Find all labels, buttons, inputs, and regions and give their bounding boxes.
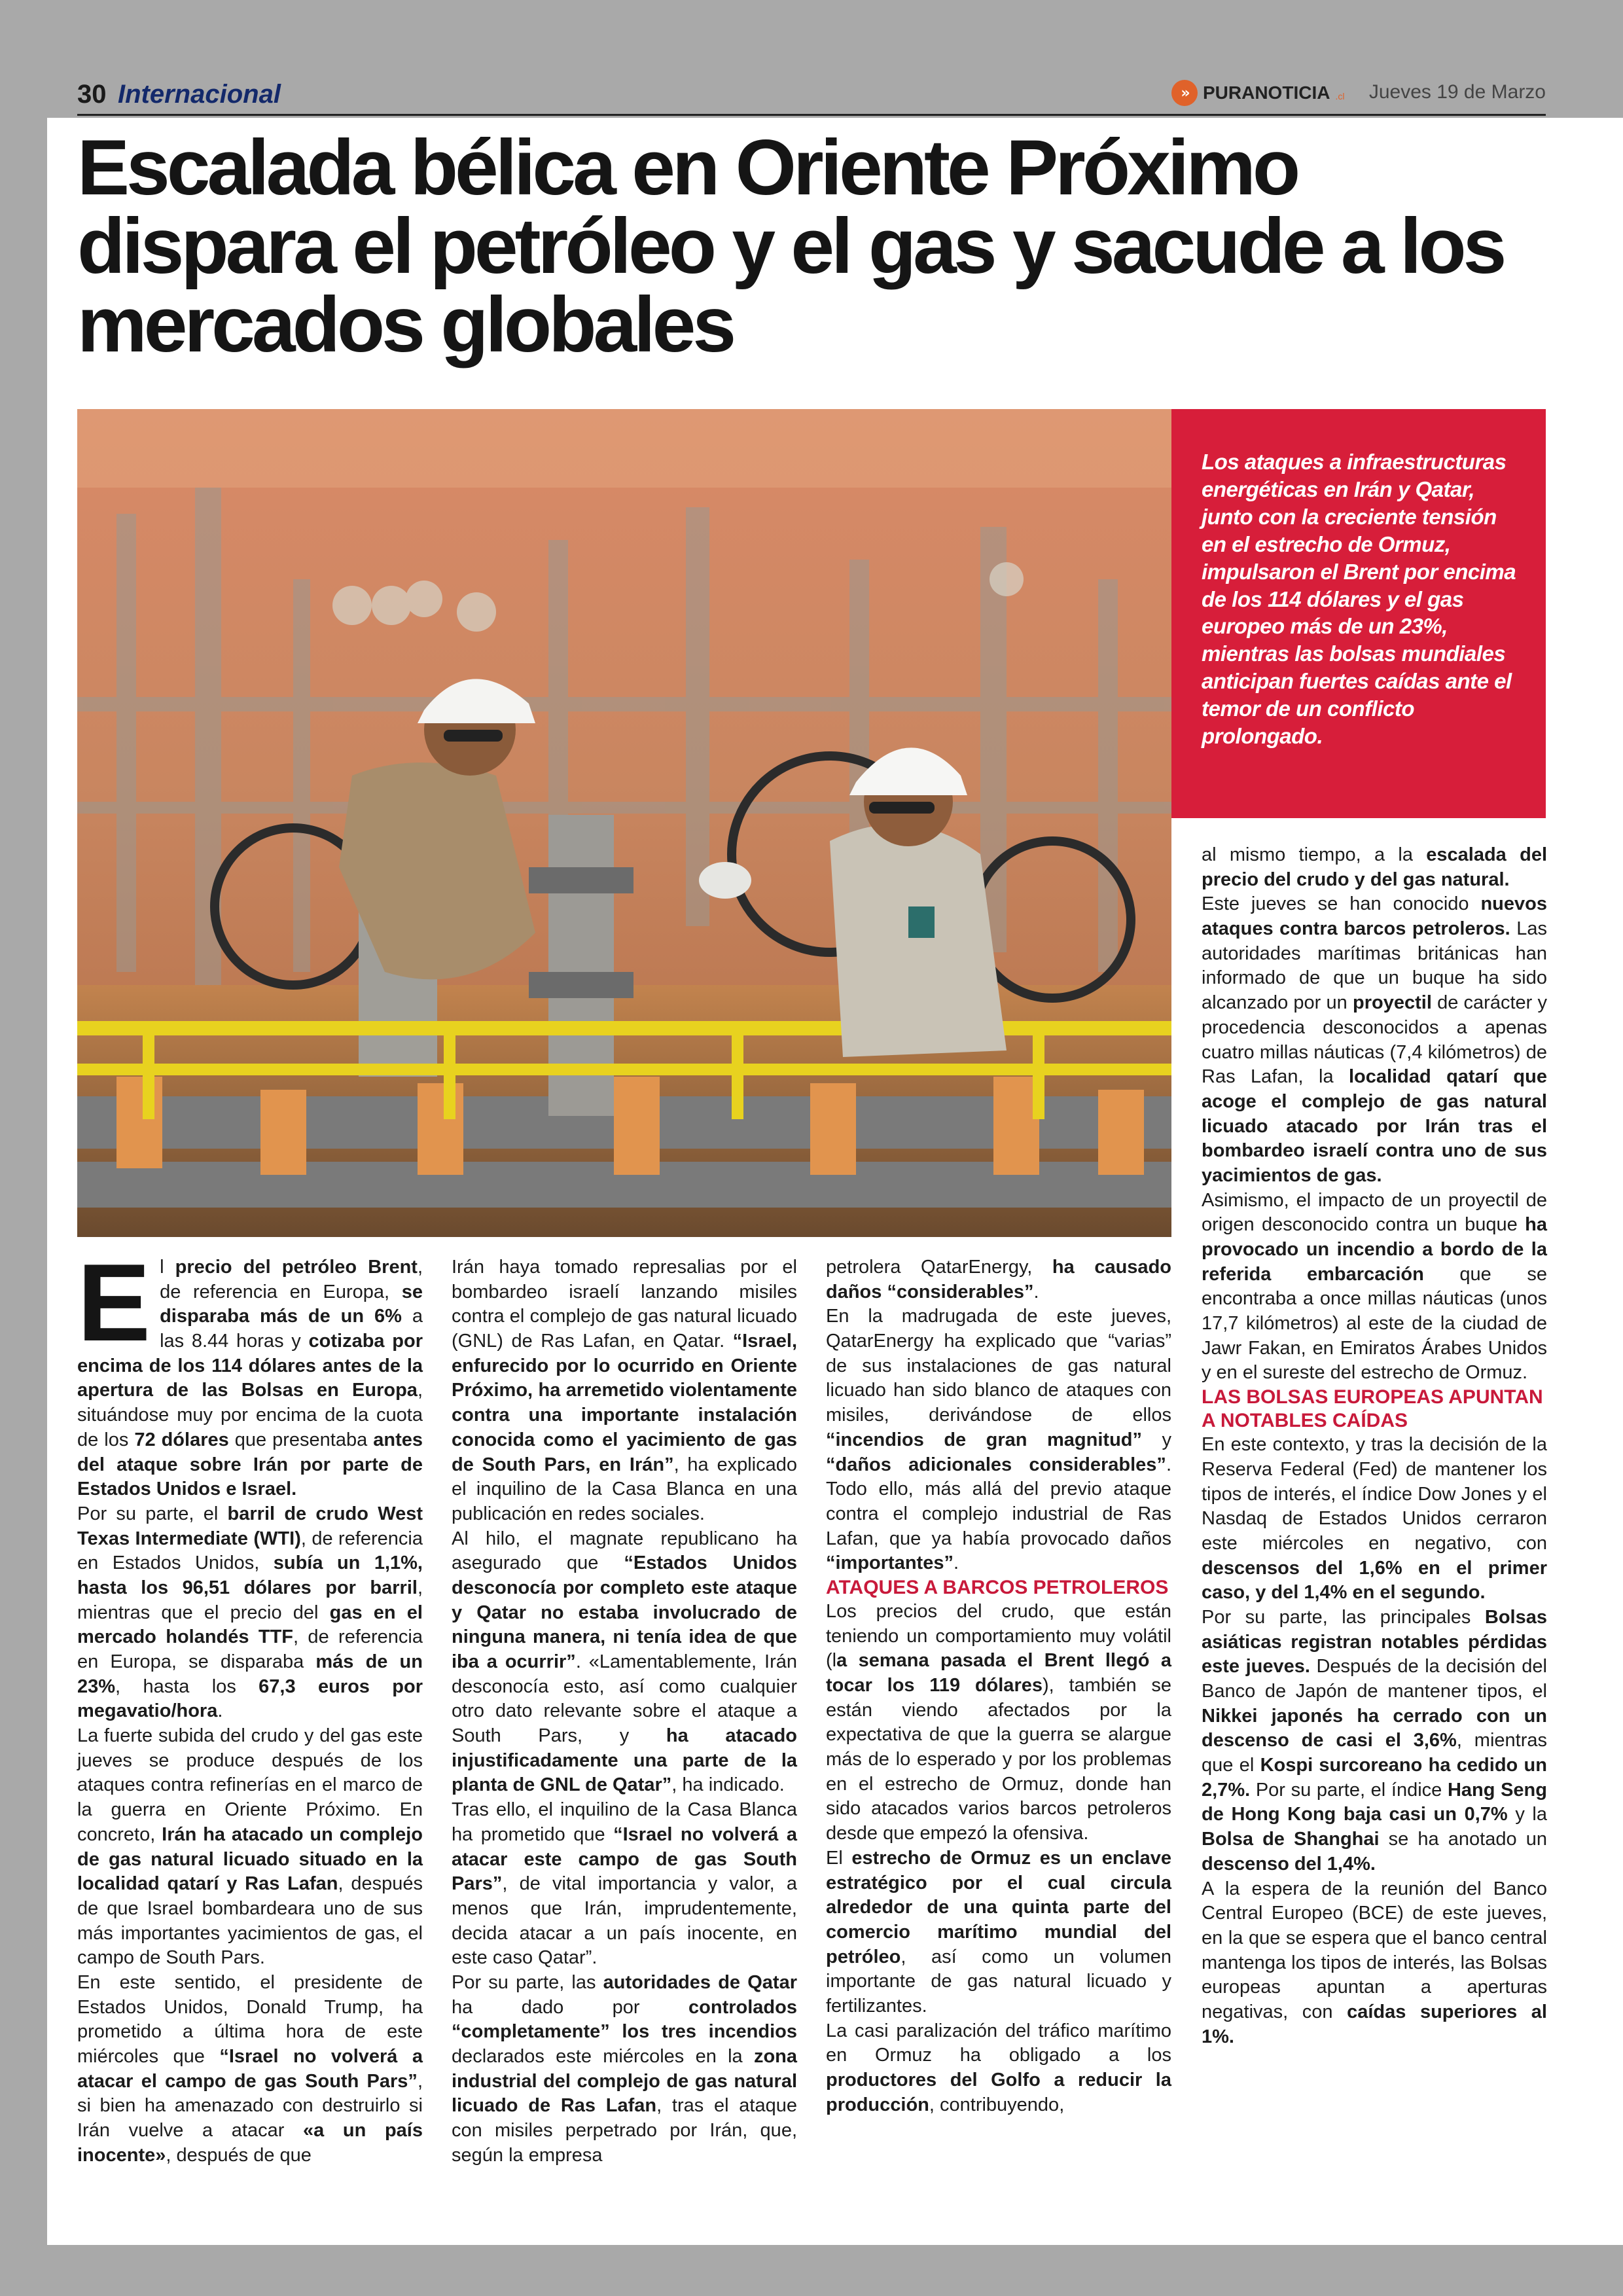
emphasis-text: controlados “completamente” los tres incendios [452,1996,797,2043]
emphasis-text: a semana pasada el Brent llegó a tocar los 119 dólares [826,1650,1171,1696]
emphasis-text: nuevos ataques contra barcos petroleros. [1202,893,1547,940]
column-3-body-continued [826,1600,1171,2117]
column-2 [452,1255,797,2168]
emphasis-text: 67,3 euros por megavatio/hora [77,1676,423,1722]
emphasis-text: autoridades de Qatar [603,1971,797,1993]
column-2-body [452,1255,797,2168]
oil-field-workers-photo [77,409,1171,1237]
logo-suffix: .cl [1335,91,1345,101]
emphasis-text: “Israel no volverá a atacar este campo de gas South Pars” [452,1823,797,1895]
body-paragraph: Este jueves se han conocido nuevos ataques contra barcos petroleros. Las autoridades marítimas británicas han informado de que un buque ha sido alcanzado por un proyectil de carácter y procedencia desconocidos a apenas cuatro millas náuticas (7,4 kilómetros) de Ras Lafan, la localidad qatarí que acoge el complejo de gas natural licuado atacado por Irán tras el bombardeo israelí contra uno de sus yacimientos de gas. [1202,893,1547,1186]
emphasis-text: se disparaba más de un 6% [160,1281,423,1327]
column-4-body [1202,843,1547,1386]
body-paragraph: El estrecho de Ormuz es un enclave estratégico por el cual circula alrededor de una quinta parte del comercio marítimo mundial del petróleo, así como un volumen importante de gas natural licuado y fertilizantes. [826,1847,1171,2017]
standfirst-box [1171,409,1546,818]
emphasis-text: “Estados Unidos desconocía por completo este ataque y Qatar no estaba involucrado de ninguna manera, ni tenía idea de que iba a ocurrir” [452,1552,797,1672]
emphasis-text: localidad qatarí que acoge el complejo de gas natural licuado atacado por Irán tras el bombardeo israelí contra uno de sus yacimientos de gas. [1202,1066,1547,1186]
body-paragraph: Tras ello, el inquilino de la Casa Blanca ha prometido que “Israel no volverá a atacar este campo de gas South Pars”, de vital importancia y valor, a menos que Irán, imprudentemente, decida atacar a un país inocente, en este caso Qatar”. [452,1799,797,1969]
emphasis-text: descenso del 1,4%. [1202,1853,1376,1874]
emphasis-text: descensos del 1,6% en el primer caso, y del 1,4% en el segundo. [1202,1557,1547,1604]
body-paragraph: En este contexto, y tras la decisión de la Reserva Federal (Fed) de mantener los tipos de interés, el índice Dow Jones y el Nasdaq de Estados Unidos cerraron este miércoles en negativo, con descensos del 1,6% en el primer caso, y del 1,4% en el segundo. [1202,1434,1547,1604]
emphasis-text: barril de crudo West Texas Intermediate (WTI) [77,1503,423,1549]
emphasis-text: “daños adicionales considerables” [826,1454,1166,1475]
emphasis-text: antes del ataque sobre Irán por parte de Estados Unidos e Israel. [77,1429,423,1500]
body-paragraph: l precio del petróleo Brent, de referencia en Europa, se disparaba más de un 6% a las 8.44 horas y cotizaba por encima de los 114 dólares antes de la apertura de las Bolsas en Europa, situándose muy por encima de la cuota de los 72 dólares que presentaba antes del ataque sobre Irán por parte de Estados Unidos e Israel. [77,1257,423,1500]
emphasis-text: precio del petróleo Brent [175,1257,418,1278]
body-paragraph: Al hilo, el magnate republicano ha asegurado que “Estados Unidos desconocía por completo este ataque y Qatar no estaba involucrado de ninguna manera, ni tenía idea de que iba a ocurrir”. «Lamentablemente, Irán desconocía esto, así como cualquier otro dato relevante sobre el ataque a South Pars, y ha atacado injustificadamente una parte de la planta de GNL de Qatar”, ha indicado. [452,1528,797,1796]
emphasis-text: gas en el mercado holandés TTF [77,1602,423,1648]
body-paragraph: Por su parte, las principales Bolsas asiáticas registran notables pérdidas este jueves. Después de la decisión del Banco de Japón de mantener tipos, el Nikkei japonés ha cerrado con un descenso de casi el 3,6%, mientras que el Kospi surcoreano ha cedido un 2,7%. Por su parte, el índice Hang Seng de Hong Kong baja casi un 0,7% y la Bolsa de Shanghai se ha anotado un descenso del 1,4%. [1202,1606,1548,1874]
emphasis-text: 72 dólares [134,1429,229,1450]
subhead-tanker-attacks: ATAQUES A BARCOS PETROLEROS [826,1576,1169,1598]
article-headline: Escalada bélica en Oriente Próximo dispara el petróleo y el gas y sacude a los mercados globales [77,124,1504,368]
emphasis-text: Bolsa de Shanghai [1202,1829,1380,1850]
emphasis-text: subía un 1,1%, hasta los 96,51 dólares por barril [77,1552,423,1598]
emphasis-text: Irán ha atacado un complejo de gas natural licuado situado en la localidad qatarí y Ras Lafan [77,1823,423,1895]
body-paragraph: al mismo tiempo, a la escalada del precio del crudo y del gas natural. [1202,844,1548,890]
column-1-body [77,1241,423,2168]
column-3 [826,1255,1171,2117]
chevrons-icon: » [1171,80,1198,106]
body-paragraph: petrolera QatarEnergy, ha causado daños “considerables”. [826,1257,1171,1302]
column-4 [1202,843,1547,2049]
emphasis-text: cotizaba por encima de los 114 dólares antes de la apertura de las Bolsas en Europa [77,1331,423,1401]
emphasis-text: proyectil [1353,992,1432,1014]
emphasis-text: “Israel, enfurecido por lo ocurrido en Oriente Próximo, ha arremetido violentamente contra una importante instalación conocida como el yacimiento de gas de South Pars, en Irán” [452,1331,797,1475]
standfirst-text: Los ataques a infraestructuras energéticas en Irán y Qatar, junto con la creciente tensión en el estrecho de Ormuz, impulsaron el Brent por encima de los 114 dólares y el gas europeo más de un 23%, mientras las bolsas mundiales anticipan fuertes caídas ante el temor de un conflicto prolongado. [1202,450,1516,749]
body-paragraph: En la madrugada de este jueves, QatarEnergy ha explicado que “varias” de sus instalaciones de gas natural licuado han sido blanco de ataques con misiles, derivándose de ellos “incendios de gran magnitud” y “daños adicionales considerables”. Todo ello, más allá del previo ataque contra el complejo industrial de Ras Lafan, que ya había provocado daños “importantes”. [826,1306,1172,1574]
column-4-body-continued [1202,1433,1547,2049]
body-paragraph: En este sentido, el presidente de Estados Unidos, Donald Trump, ha prometido a última hora de este miércoles que “Israel no volverá a atacar el campo de gas South Pars”, si bien ha amenazado con destruirlo si Irán vuelve a atacar «a un país inocente», después de que [77,1971,423,2166]
body-paragraph: Irán haya tomado represalias por el bombardeo israelí lanzando misiles contra el complejo de gas natural licuado (GNL) de Ras Lafan, en Qatar. “Israel, enfurecido por lo ocurrido en Oriente Próximo, ha arremetido violentamente contra una importante instalación conocida como el yacimiento de gas de South Pars, en Irán”, ha explicado el inquilino de la Casa Blanca en una publicación en redes sociales. [452,1257,797,1524]
publication-logo [1171,77,1344,109]
body-paragraph: Asimismo, el impacto de un proyectil de origen desconocido contra un buque ha provocado un incendio a bordo de la referida embarcación que se encontraba a once millas náuticas (unos 17,7 kilómetros) al este de la ciudad de Jawr Fakan, en Emiratos Árabes Unidos y en el sureste del estrecho de Ormuz. [1202,1189,1547,1384]
emphasis-text: “importantes” [826,1552,954,1574]
emphasis-text: ha atacado injustificadamente una parte de la planta de GNL de Qatar” [452,1725,797,1796]
emphasis-text: caídas superiores al 1%. [1202,2001,1547,2047]
body-paragraph: Los precios del crudo, que están teniendo un comportamiento muy volátil (la semana pasada el Brent llegó a tocar los 119 dólares), también se están viendo afectados por la expectativa de que la guerra se alargue más de lo esperado y por los problemas en el estrecho de Ormuz, donde han sido atacados varios barcos petroleros desde que empezó la ofensiva. [826,1600,1171,1844]
emphasis-text: Bolsas asiáticas registran notables pérdidas este jueves. [1202,1606,1547,1677]
emphasis-text: más de un 23% [77,1651,423,1697]
body-paragraph: Por su parte, el barril de crudo West Texas Intermediate (WTI), de referencia en Estados Unidos, subía un 1,1%, hasta los 96,51 dólares por barril, mientras que el precio del gas en el mercado holandés TTF, de referencia en Europa, se disparaba más de un 23%, hasta los 67,3 euros por megavatio/hora. [77,1503,423,1722]
emphasis-text: ha provocado un incendio a bordo de la referida embarcación [1202,1214,1547,1285]
column-1 [77,1241,423,2168]
emphasis-text: zona industrial del complejo de gas natural licuado de Ras Lafan [452,2046,797,2117]
emphasis-text: ha causado daños “considerables” [826,1257,1171,1302]
emphasis-text: «a un país inocente» [77,2120,423,2166]
emphasis-text: Kospi surcoreano ha cedido un 2,7%. [1202,1755,1547,1801]
body-paragraph: Por su parte, las autoridades de Qatar ha dado por controlados “completamente” los tres incendios declarados este miércoles en la zona industrial del complejo de gas natural licuado de Ras Lafan, tras el ataque con misiles perpetrado por Irán, que, según la empresa [452,1971,798,2166]
emphasis-text: productores del Golfo a reducir la producción [826,2070,1171,2115]
emphasis-text: Hang Seng de Hong Kong baja casi un 0,7% [1202,1779,1547,1825]
emphasis-text: “Israel no volverá a atacar el campo de gas South Pars” [77,2046,423,2092]
emphasis-text: Nikkei japonés ha cerrado con un descenso de casi el 3,6% [1202,1705,1547,1751]
body-paragraph: La fuerte subida del crudo y del gas este jueves se produce después de los ataques contra refinerías en el marco de la guerra en Oriente Próximo. En concreto, Irán ha atacado un complejo de gas natural licuado situado en la localidad qatarí y Ras Lafan, después de que Israel bombardeara uno de sus más importantes yacimientos de gas, el campo de South Pars. [77,1725,423,1969]
issue-date: Jueves 19 de Marzo [1368,81,1546,103]
emphasis-text: escalada del precio del crudo y del gas natural. [1202,844,1548,890]
logo-text: PURANOTICIA [1203,82,1330,103]
body-paragraph: A la espera de la reunión del Banco Central Europeo (BCE) de este jueves, en la que se espera que el banco central mantenga los tipos de interés, las Bolsas europeas apuntan a aperturas negativas, con caídas superiores al 1%. [1202,1878,1547,2047]
emphasis-text: estrecho de Ormuz es un enclave estratégico por el cual circula alrededor de una quinta parte del comercio marítimo mundial del petróleo [826,1847,1171,1967]
column-3-body [826,1255,1171,1576]
section-name: Internacional [118,80,281,109]
drop-cap: E [77,1241,151,1364]
page-number: 30 [77,80,107,109]
emphasis-text: “incendios de gran magnitud” [826,1429,1143,1450]
subhead-european-markets: LAS BOLSAS EUROPEAS APUNTAN A NOTABLES CAÍDAS [1202,1386,1543,1432]
running-header [77,77,1546,116]
body-paragraph: La casi paralización del tráfico marítimo en Ormuz ha obligado a los productores del Golfo a reducir la producción, contribuyendo, [826,2020,1171,2115]
